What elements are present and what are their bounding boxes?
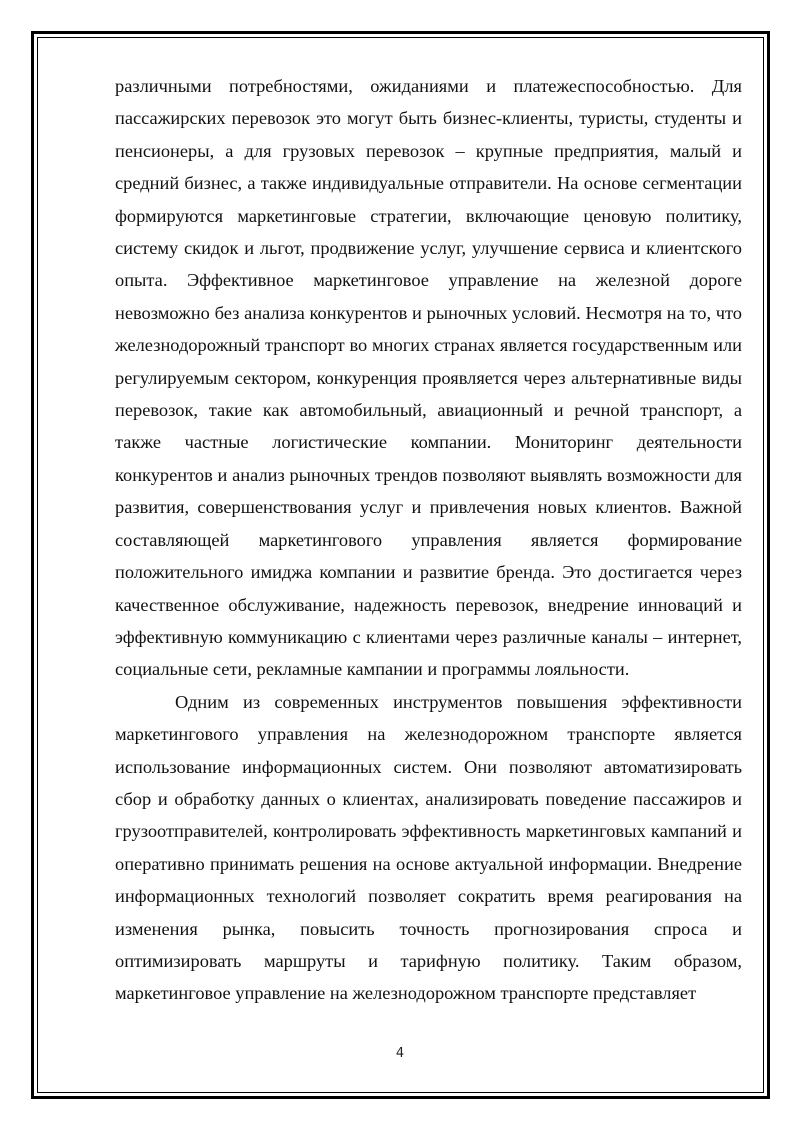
- paragraph-continuation: различными потребностями, ожиданиями и платежеспособностью. Для пассажирских перевозок это могут быть бизнес-клиенты, туристы, студенты и пенсионеры, а для грузовых перевозок – крупные предприятия, малый и средний бизнес, а также индивидуальные отправители. На основе сегментации формируются маркетинговые стратегии, включающие ценовую политику, систему скидок и льгот, продвижение услуг, улучшение сервиса и клиентского опыта. Эффективное маркетинговое управление на железной дороге невозможно без анализа конкурентов и рыночных условий. Несмотря на то, что железнодорожный транспорт во многих странах является государственным или регулируемым сектором, конкуренция проявляется через альтернативные виды перевозок, такие как автомобильный, авиационный и речной транспорт, а также частные логистические компании. Мониторинг деятельности конкурентов и анализ рыночных трендов позволяют выявлять возможности для развития, совершенствования услуг и привлечения новых клиентов. Важной составляющей маркетингового управления является формирование положительного имиджа компании и развитие бренда. Это достигается через качественное обслуживание, надежность перевозок, внедрение инноваций и эффективную коммуникацию с клиентами через различные каналы – интернет, социальные сети, рекламные кампании и программы лояльности.: [115, 76, 742, 680]
- page-number: 4: [395, 1046, 405, 1061]
- page-body: [115, 70, 742, 1010]
- paragraph-information-systems: Одним из современных инструментов повышения эффективности маркетингового управления на железнодорожном транспорте является использование информационных систем. Они позволяют автоматизировать сбор и обработку данных о клиентах, анализировать поведение пассажиров и грузоотправителей, контролировать эффективность маркетинговых кампаний и оперативно принимать решения на основе актуальной информации. Внедрение информационных технологий позволяет сократить время реагирования на изменения рынка, повысить точность прогнозирования спроса и оптимизировать маршруты и тарифную политику. Таким образом, маркетинговое управление на железнодорожном транспорте представляет: [115, 691, 742, 1004]
